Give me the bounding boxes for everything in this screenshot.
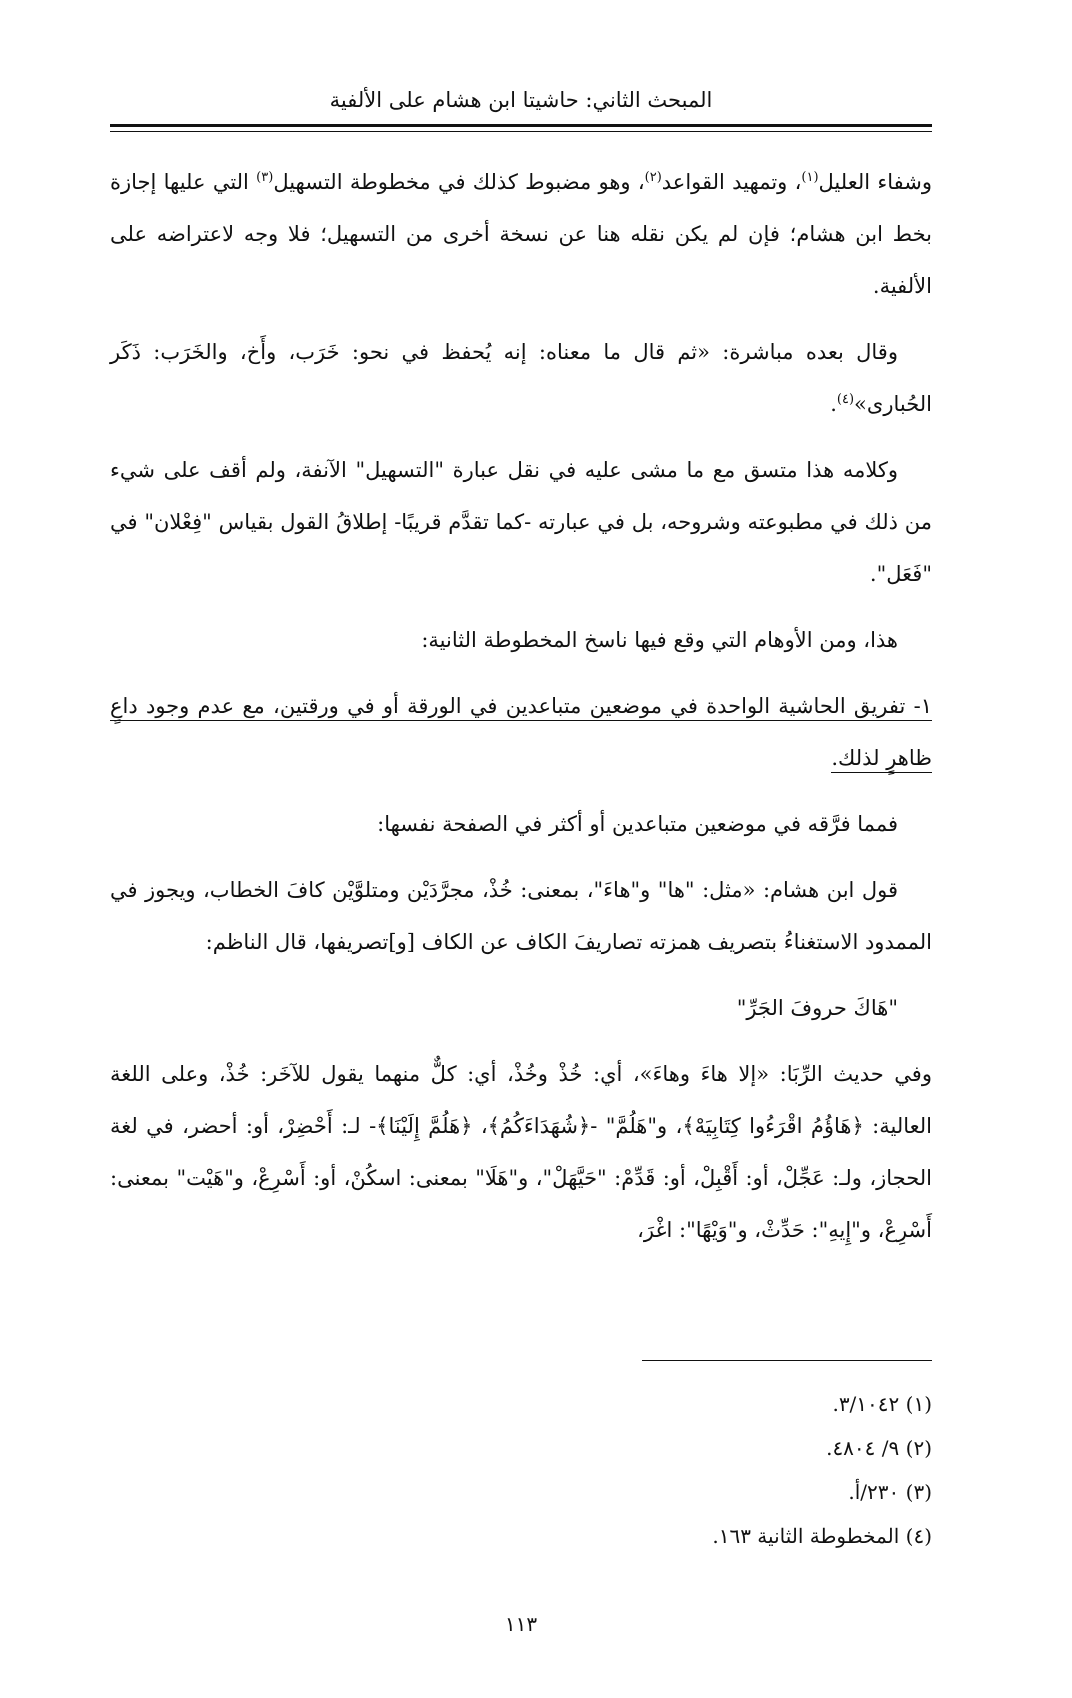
book-page	[110, 0, 932, 1698]
footnote-2: (٢) ٩/ ٤٨٠٤.	[826, 1436, 932, 1460]
verse-quote: "هَاكَ حروفَ الجَرِّ"	[736, 996, 898, 1020]
header-rule-thick	[110, 124, 932, 127]
main-text	[110, 156, 932, 1270]
paragraph-7: قول ابن هشام: «مثل: "ها" و"هاءَ"، بمعنى: خُذْ، مجرَّدَيْن ومتلوَّيْن كافَ الخطاب، ويجوز في الممدود الاستغناءُ بتصريف همزته تصاريفَ الكاف عن الكاف [و]تصريفها، قال الناظم:	[110, 878, 932, 954]
paragraph-9: وفي حديث الرِّبَا: «إلا هاءَ وهاءَ»، أي: خُذْ وخُذْ، أي: كلٌّ منهما يقول للآخَر: خُذْ، وعلى اللغة العالية: ﴿هَاؤُمُ اقْرَءُوا كِتَابِيَهْ﴾، و"هَلُمَّ" -﴿شُهَدَاءَكُمُ﴾، ﴿هَلُمَّ إِلَيْنَا﴾- لـ: أَحْضِرْ، أو: أحضر، في لغة الحجاز، ولـ: عَجِّلْ، أو: أَقْبِلْ، أو: قَدِّمْ: "حَيَّهَلْ"، و"هَلَا" بمعنى: اسكُنْ، أو: أَسْرِعْ، و"هَيْت" بمعنى: أَسْرِعْ، و"إِيهِ": حَدِّثْ، و"وَيْهًا": اغْرَ،	[110, 1062, 932, 1242]
paragraph-2: وقال بعده مباشرة: «ثم قال ما معناه: إنه يُحفظ في نحو: خَرَب، وأَخ، والخَرَب: ذَكَر الحُبارى»$^{(٤)}$.	[110, 340, 932, 416]
underlined-list-item: ١- تفريق الحاشية الواحدة في موضعين متباعدين في الورقة أو في ورقتين، مع عدم وجود داعٍ ظاهرٍ لذلك.	[110, 694, 932, 773]
header-rule-thin	[110, 131, 932, 132]
footnote-ref-4[interactable]: (٤)	[836, 392, 855, 407]
footnotes	[110, 1382, 932, 1558]
footnote-1: (١) ٣/١٠٤٢.	[832, 1392, 932, 1416]
paragraph-3: وكلامه هذا متسق مع ما مشى عليه في نقل عبارة "التسهيل" الآنفة، ولم أقف على شيء من ذلك في مطبوعته وشروحه، بل في عبارته -كما تقدَّم قريبًا- إطلاقُ القول بقياس "فِعْلان" في "فَعَل".	[110, 458, 932, 586]
footnote-ref-3[interactable]: (٣)	[256, 170, 274, 185]
running-header-title: المبحث الثاني: حاشيتا ابن هشام على الألفية	[329, 88, 713, 112]
paragraph-4: هذا، ومن الأوهام التي وقع فيها ناسخ المخطوطة الثانية:	[421, 628, 898, 652]
footnote-4: (٤) المخطوطة الثانية ١٦٣.	[712, 1524, 932, 1548]
footnote-3: (٣) ٢٣٠/أ.	[848, 1480, 932, 1504]
paragraph-5-list-item	[110, 680, 932, 784]
footnote-ref-1[interactable]: (١)	[801, 170, 819, 185]
page-number: ١١٣	[504, 1612, 538, 1636]
footnote-separator	[642, 1360, 932, 1361]
paragraph-6: فمما فرَّقه في موضعين متباعدين أو أكثر في الصفحة نفسها:	[377, 812, 898, 836]
footnote-ref-2[interactable]: (٢)	[644, 170, 662, 185]
paragraph-1: وشفاء العليل$^{(١)}$، وتمهيد القواعد$^{(٢)}$، وهو مضبوط كذلك في مخطوطة التسهيل$^{(٣)}$ التي عليها إجازة بخط ابن هشام؛ فإن لم يكن نقله هنا عن نسخة أخرى من التسهيل؛ فلا وجه لاعتراضه على الألفية.	[110, 170, 933, 298]
